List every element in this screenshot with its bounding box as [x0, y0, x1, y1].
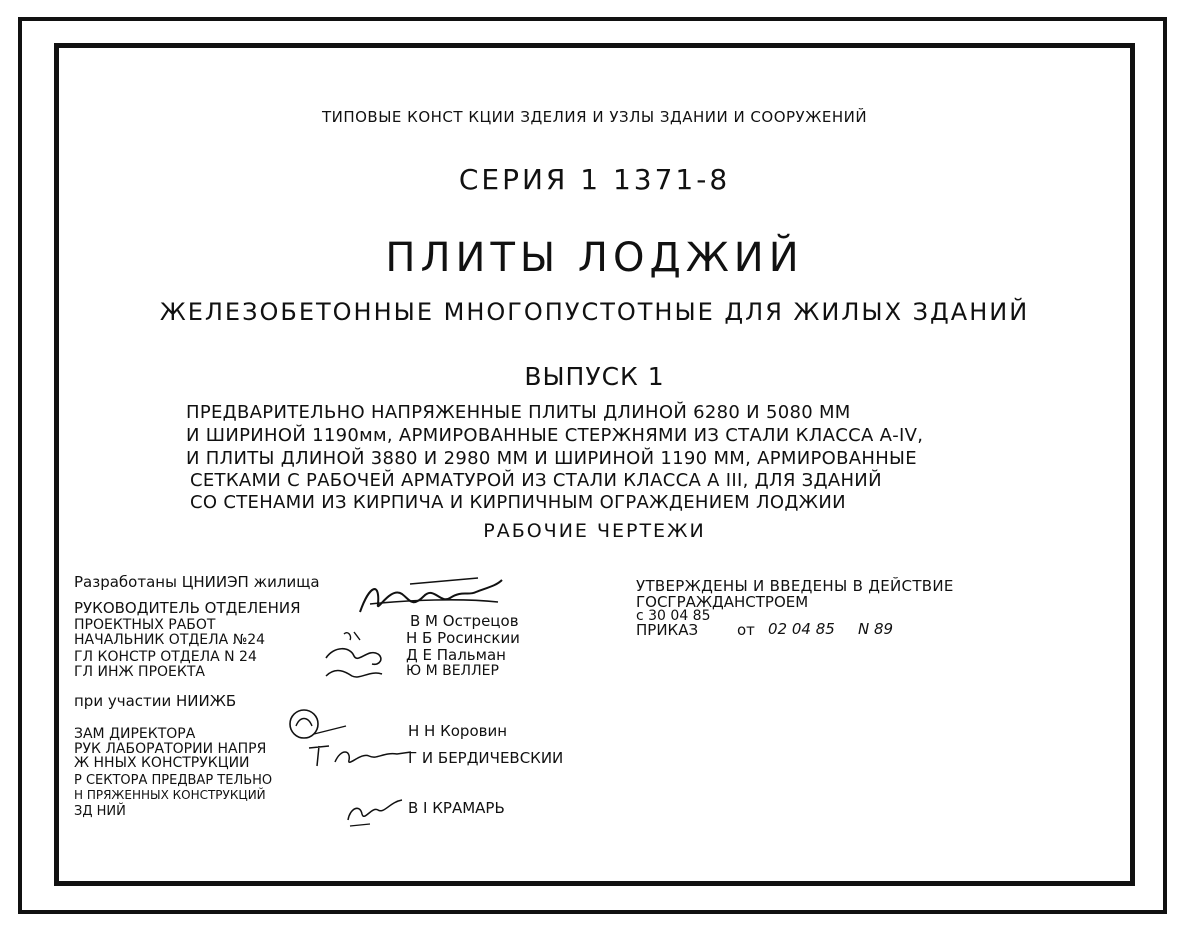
participant-role: ЗАМ ДИРЕКТОРА	[74, 726, 196, 742]
developer-role: НАЧАЛЬНИК ОТДЕЛА №24	[74, 632, 266, 648]
approval-authority: ГОСГРАЖДАНСТРОЕМ	[636, 593, 809, 611]
description-line: СО СТЕНАМИ ИЗ КИРПИЧА И КИРПИЧНЫМ ОГРАЖДЕНИЕМ ЛОДЖИИ	[190, 492, 846, 513]
signature-icon	[350, 574, 510, 622]
developer-name: Ю М ВЕЛЛЕР	[406, 663, 499, 679]
participant-role: Ж ННЫХ КОНСТРУКЦИИ	[74, 755, 250, 771]
issue-number: ВЫПУСК 1	[524, 362, 665, 391]
description-line: СЕТКАМИ С РАБОЧЕЙ АРМАТУРОЙ ИЗ СТАЛИ КЛАССА А III, ДЛЯ ЗДАНИЙ	[190, 470, 882, 491]
participant-name: Г И БЕРДИЧЕВСКИИ	[408, 749, 564, 767]
document-subtitle: ЖЕЛЕЗОБЕТОННЫЕ МНОГОПУСТОТНЫЕ ДЛЯ ЖИЛЫХ ЗДАНИЙ	[159, 298, 1030, 326]
order-label: ПРИКАЗ	[636, 621, 699, 639]
approval-date: с 30 04 85	[636, 608, 711, 624]
developer-name: Д Е Пальман	[406, 646, 506, 664]
document-title: ПЛИТЫ ЛОДЖИЙ	[385, 235, 804, 281]
participant-role: Н ПРЯЖЕННЫХ КОНСТРУКЦИЙ	[74, 788, 266, 802]
signature-icon	[305, 738, 415, 774]
developer-org: Разработаны ЦНИИЭП жилища	[74, 573, 320, 591]
developer-role: ГЛ КОНСТР ОТДЕЛА N 24	[74, 649, 257, 665]
participant-role: ЗД НИЙ	[74, 804, 126, 819]
order-number: N 89	[858, 620, 894, 638]
participant-name: В І КРАМАРЬ	[408, 799, 505, 817]
participant-role: РУК ЛАБОРАТОРИИ НАПРЯ	[74, 741, 267, 757]
developer-name: Н Б Росинскии	[406, 629, 520, 647]
approval-line: УТВЕРЖДЕНЫ И ВВЕДЕНЫ В ДЕЙСТВИЕ	[636, 577, 954, 595]
developer-role: РУКОВОДИТЕЛЬ ОТДЕЛЕНИЯ	[74, 599, 301, 617]
drawings-label: РАБОЧИЕ ЧЕРТЕЖИ	[483, 520, 706, 542]
signature-icon	[340, 790, 410, 830]
developer-role: ГЛ ИНЖ ПРОЕКТА	[74, 664, 205, 680]
order-from: от	[737, 621, 755, 639]
series-number: СЕРИЯ 1 1371-8	[458, 163, 731, 196]
developer-name: В М Острецов	[410, 612, 519, 630]
participant-name: Н Н Коровин	[408, 722, 508, 740]
description-line: ПРЕДВАРИТЕЛЬНО НАПРЯЖЕННЫЕ ПЛИТЫ ДЛИНОЙ 6280 И 5080 ММ	[186, 402, 851, 423]
participant-role: Р СЕКТОРА ПРЕДВАР ТЕЛЬНО	[74, 773, 273, 788]
header-line: ТИПОВЫЕ КОНСТ КЦИИ ЗДЕЛИЯ И УЗЛЫ ЗДАНИИ И СООРУЖЕНИЙ	[321, 108, 868, 126]
description-line: И ПЛИТЫ ДЛИНОЙ 3880 И 2980 ММ И ШИРИНОЙ 1190 ММ, АРМИРОВАННЫЕ	[186, 448, 917, 469]
participation-label: при участии НИИЖБ	[74, 692, 237, 710]
description-line: И ШИРИНОЙ 1190мм, АРМИРОВАННЫЕ СТЕРЖНЯМИ ИЗ СТАЛИ КЛАССА А-IV,	[186, 425, 924, 446]
signature-icon	[320, 628, 392, 686]
developer-role: ПРОЕКТНЫХ РАБОТ	[74, 617, 216, 633]
order-date: 02 04 85	[768, 620, 835, 638]
